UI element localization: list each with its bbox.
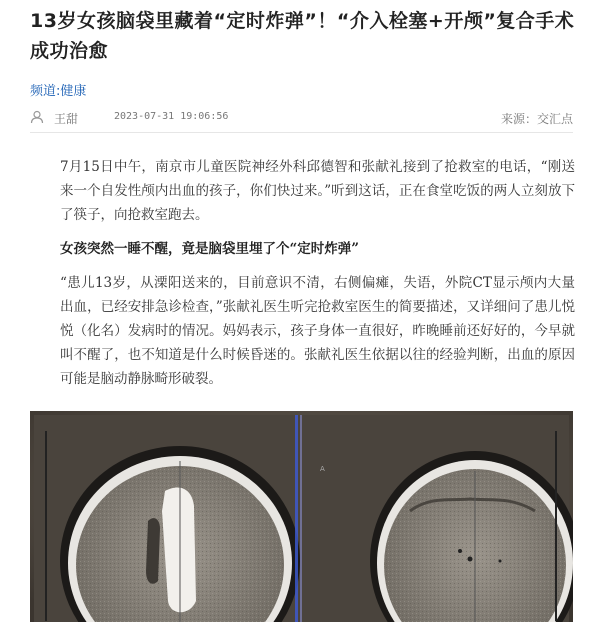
- author-name: 王甜: [54, 112, 79, 126]
- user-icon: [30, 110, 44, 124]
- article-subheading: 女孩突然一睡不醒，竟是脑袋里埋了个“定时炸弹”: [60, 241, 360, 257]
- publish-date: 2023-07-31 19:06:56: [114, 111, 229, 122]
- meta-divider: [30, 132, 573, 133]
- article-source: 来源：交汇点: [500, 112, 573, 126]
- paragraph-1: 7月15日中午，南京市儿童医院神经外科邱德智和张献礼接到了抢救室的电话，“刚送来一个自发性颅内出血的孩子，你们快过来。”听到这话，正在食堂吃饭的两人立刻放下了筷子，向抢救室跑去。: [60, 159, 575, 223]
- article-meta: [30, 108, 573, 130]
- ct-scan-image: [30, 411, 573, 622]
- channel-label: [30, 80, 86, 99]
- paragraph-2: “患儿13岁，从溧阳送来的，目前意识不清，右侧偏瘫，失语，外院CT显示颅内大量出血，已经安排急诊检查，”张献礼医生听完抢救室医生的简要描述，又详细问了患儿悦悦（化名）发病时的情况。妈妈表示，孩子身体一直很好，昨晚睡前还好好的，今早就叫不醒了，也不知道是什么时候昏迷的。张献礼医生依据以往的经验判断，出血的原因可能是脑动静脉畸形破裂。: [60, 275, 575, 387]
- svg-text:A: A: [320, 465, 325, 473]
- channel-prefix: 频道:: [30, 84, 61, 99]
- article-title: 13岁女孩脑袋里藏着“定时炸弹”！“介入栓塞+开颅”复合手术成功治愈: [30, 10, 575, 62]
- channel-link[interactable]: 健康: [60, 84, 87, 99]
- article-body: [60, 155, 575, 401]
